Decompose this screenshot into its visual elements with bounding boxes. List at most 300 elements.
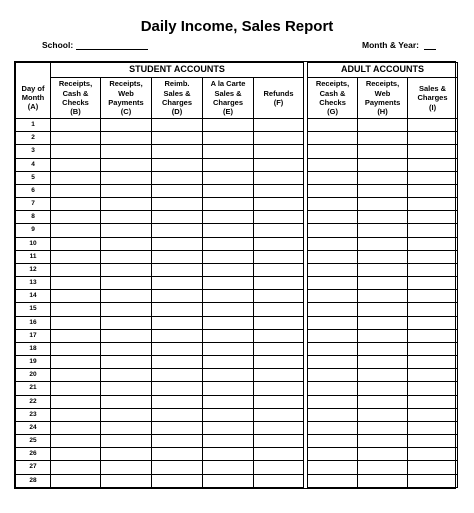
entry-cell[interactable] — [408, 369, 458, 382]
entry-cell[interactable] — [308, 250, 358, 263]
entry-cell[interactable] — [254, 408, 304, 421]
entry-cell[interactable] — [308, 448, 358, 461]
header-text-line: (I) — [428, 102, 437, 112]
entry-cell[interactable] — [254, 119, 304, 132]
entry-cell[interactable] — [308, 132, 358, 145]
entry-cell[interactable] — [51, 303, 101, 316]
day-number-cell: 25 — [16, 435, 51, 448]
entry-cell[interactable] — [152, 290, 203, 303]
day-number-cell: 9 — [16, 224, 51, 237]
entry-cell[interactable] — [254, 395, 304, 408]
table-row — [16, 263, 458, 276]
entry-cell[interactable] — [408, 356, 458, 369]
entry-cell[interactable] — [101, 132, 152, 145]
entry-cell[interactable] — [308, 408, 358, 421]
entry-cell[interactable] — [254, 356, 304, 369]
entry-cell[interactable] — [101, 250, 152, 263]
day-number-cell: 6 — [16, 184, 51, 197]
entry-cell[interactable] — [152, 316, 203, 329]
entry-cell[interactable] — [254, 171, 304, 184]
entry-cell[interactable] — [51, 408, 101, 421]
entry-cell[interactable] — [308, 435, 358, 448]
table-row — [16, 395, 458, 408]
entry-cell[interactable] — [308, 158, 358, 171]
table-row — [16, 132, 458, 145]
entry-cell[interactable] — [101, 369, 152, 382]
table-row — [16, 211, 458, 224]
entry-cell[interactable] — [408, 211, 458, 224]
entry-cell[interactable] — [101, 342, 152, 355]
entry-cell[interactable] — [408, 342, 458, 355]
entry-cell[interactable] — [51, 277, 101, 290]
entry-cell[interactable] — [358, 395, 408, 408]
entry-cell[interactable] — [308, 290, 358, 303]
entry-cell[interactable] — [308, 198, 358, 211]
entry-cell[interactable] — [203, 448, 254, 461]
entry-cell[interactable] — [408, 448, 458, 461]
entry-cell[interactable] — [408, 171, 458, 184]
day-number-cell: 14 — [16, 290, 51, 303]
entry-cell[interactable] — [51, 290, 101, 303]
entry-cell[interactable] — [152, 224, 203, 237]
corner-blank-cell — [16, 63, 51, 78]
entry-cell[interactable] — [51, 316, 101, 329]
entry-cell[interactable] — [203, 395, 254, 408]
entry-cell[interactable] — [101, 316, 152, 329]
entry-cell[interactable] — [308, 461, 358, 474]
entry-cell[interactable] — [358, 211, 408, 224]
entry-cell[interactable] — [203, 303, 254, 316]
entry-cell[interactable] — [408, 198, 458, 211]
entry-cell[interactable] — [358, 369, 408, 382]
entry-cell[interactable] — [308, 224, 358, 237]
header-text-line: Charges — [212, 98, 243, 107]
entry-cell[interactable] — [358, 448, 408, 461]
entry-cell[interactable] — [51, 474, 101, 487]
entry-cell[interactable] — [101, 461, 152, 474]
header-text-line: Checks — [319, 98, 346, 107]
entry-cell[interactable] — [51, 263, 101, 276]
header-text-line: (E) — [223, 107, 233, 117]
entry-cell[interactable] — [308, 277, 358, 290]
table-row — [16, 461, 458, 474]
entry-cell[interactable] — [203, 342, 254, 355]
header-text-line: Reimb. — [164, 79, 190, 89]
entry-cell[interactable] — [101, 448, 152, 461]
entry-cell[interactable] — [203, 356, 254, 369]
table-row — [16, 435, 458, 448]
entry-cell[interactable] — [408, 277, 458, 290]
entry-cell[interactable] — [308, 342, 358, 355]
entry-cell[interactable] — [101, 303, 152, 316]
day-number-cell: 11 — [16, 250, 51, 263]
entry-cell[interactable] — [254, 145, 304, 158]
entry-cell[interactable] — [408, 435, 458, 448]
entry-cell[interactable] — [308, 382, 358, 395]
entry-cell[interactable] — [254, 277, 304, 290]
entry-cell[interactable] — [254, 211, 304, 224]
entry-cell[interactable] — [254, 263, 304, 276]
day-number-cell: 2 — [16, 132, 51, 145]
entry-cell[interactable] — [101, 145, 152, 158]
day-of-month-header — [16, 78, 51, 119]
entry-cell[interactable] — [358, 435, 408, 448]
entry-cell[interactable] — [152, 448, 203, 461]
header-text-line: Cash & — [62, 88, 89, 98]
entry-cell[interactable] — [408, 145, 458, 158]
entry-cell[interactable] — [51, 329, 101, 342]
entry-cell[interactable] — [308, 474, 358, 487]
table-row — [16, 184, 458, 197]
header-text-line: Receipts, — [58, 79, 93, 89]
entry-cell[interactable] — [203, 435, 254, 448]
header-text-line: Payments — [108, 98, 144, 107]
entry-cell[interactable] — [308, 329, 358, 342]
table-row — [16, 237, 458, 250]
entry-cell[interactable] — [51, 395, 101, 408]
entry-cell[interactable] — [101, 435, 152, 448]
entry-cell[interactable] — [101, 158, 152, 171]
entry-cell[interactable] — [101, 421, 152, 434]
entry-cell[interactable] — [101, 290, 152, 303]
entry-cell[interactable] — [358, 382, 408, 395]
header-text-line: Web — [374, 88, 391, 98]
entry-cell[interactable] — [51, 250, 101, 263]
entry-cell[interactable] — [358, 421, 408, 434]
table-row — [16, 198, 458, 211]
entry-cell[interactable] — [358, 158, 408, 171]
entry-cell[interactable] — [358, 237, 408, 250]
entry-cell[interactable] — [408, 250, 458, 263]
header-text-line: Web — [118, 88, 134, 98]
entry-cell[interactable] — [408, 132, 458, 145]
entry-cell[interactable] — [358, 461, 408, 474]
entry-cell[interactable] — [308, 119, 358, 132]
entry-cell[interactable] — [254, 461, 304, 474]
entry-cell[interactable] — [408, 316, 458, 329]
entry-cell[interactable] — [308, 184, 358, 197]
day-number-cell: 15 — [16, 303, 51, 316]
entry-cell[interactable] — [51, 461, 101, 474]
entry-cell[interactable] — [408, 158, 458, 171]
entry-cell[interactable] — [101, 171, 152, 184]
entry-cell[interactable] — [408, 382, 458, 395]
entry-cell[interactable] — [203, 198, 254, 211]
entry-cell[interactable] — [51, 421, 101, 434]
entry-cell[interactable] — [51, 237, 101, 250]
entry-cell[interactable] — [254, 474, 304, 487]
entry-cell[interactable] — [254, 329, 304, 342]
entry-cell[interactable] — [308, 356, 358, 369]
entry-cell[interactable] — [408, 303, 458, 316]
header-text-line: Charges — [417, 93, 448, 103]
report-title: Daily Income, Sales Report — [140, 18, 334, 35]
entry-cell[interactable] — [203, 237, 254, 250]
entry-cell[interactable] — [308, 303, 358, 316]
table-row — [16, 356, 458, 369]
student-accounts-header: STUDENT ACCOUNTS — [51, 63, 304, 78]
table-row — [16, 224, 458, 237]
entry-cell[interactable] — [254, 198, 304, 211]
table-row — [16, 145, 458, 158]
day-number-cell: 8 — [16, 211, 51, 224]
entry-cell[interactable] — [358, 132, 408, 145]
header-text-line: Receipts, — [365, 79, 400, 89]
entry-cell[interactable] — [254, 435, 304, 448]
student-column-header — [152, 78, 203, 119]
entry-cell[interactable] — [308, 316, 358, 329]
entry-cell[interactable] — [254, 237, 304, 250]
student-column-header — [101, 78, 152, 119]
entry-cell[interactable] — [308, 211, 358, 224]
entry-cell[interactable] — [254, 250, 304, 263]
entry-cell[interactable] — [254, 369, 304, 382]
entry-cell[interactable] — [203, 461, 254, 474]
entry-cell[interactable] — [152, 250, 203, 263]
entry-cell[interactable] — [152, 395, 203, 408]
entry-cell[interactable] — [152, 408, 203, 421]
table-row — [16, 369, 458, 382]
entry-cell[interactable] — [51, 224, 101, 237]
day-number-cell: 24 — [16, 421, 51, 434]
entry-cell[interactable] — [152, 277, 203, 290]
table-row — [16, 250, 458, 263]
entry-cell[interactable] — [254, 448, 304, 461]
entry-cell[interactable] — [152, 303, 203, 316]
entry-cell[interactable] — [358, 408, 408, 421]
entry-cell[interactable] — [203, 158, 254, 171]
entry-cell[interactable] — [408, 329, 458, 342]
entry-cell[interactable] — [152, 132, 203, 145]
entry-cell[interactable] — [408, 119, 458, 132]
entry-cell[interactable] — [51, 171, 101, 184]
entry-cell[interactable] — [51, 342, 101, 355]
entry-cell[interactable] — [101, 329, 152, 342]
entry-cell[interactable] — [152, 145, 203, 158]
header-text-line: (H) — [377, 107, 388, 117]
entry-cell[interactable] — [358, 145, 408, 158]
entry-cell[interactable] — [203, 382, 254, 395]
entry-cell[interactable] — [358, 277, 408, 290]
entry-cell[interactable] — [152, 382, 203, 395]
header-text-line: Receipts, — [315, 79, 350, 89]
header-text-line: (A) — [27, 102, 39, 112]
day-number-cell: 19 — [16, 356, 51, 369]
entry-cell[interactable] — [308, 145, 358, 158]
entry-cell[interactable] — [101, 198, 152, 211]
header-text-line: Refunds — [263, 88, 294, 98]
entry-cell[interactable] — [51, 198, 101, 211]
table-row — [16, 342, 458, 355]
adult-column-header — [308, 78, 358, 119]
entry-cell[interactable] — [152, 329, 203, 342]
entry-cell[interactable] — [254, 342, 304, 355]
entry-cell[interactable] — [308, 369, 358, 382]
entry-cell[interactable] — [152, 211, 203, 224]
entry-cell[interactable] — [254, 132, 304, 145]
entry-cell[interactable] — [51, 382, 101, 395]
entry-cell[interactable] — [408, 290, 458, 303]
entry-cell[interactable] — [408, 395, 458, 408]
table-row — [16, 408, 458, 421]
entry-cell[interactable] — [358, 290, 408, 303]
entry-cell[interactable] — [358, 329, 408, 342]
entry-cell[interactable] — [203, 369, 254, 382]
entry-cell[interactable] — [51, 435, 101, 448]
entry-cell[interactable] — [51, 369, 101, 382]
adult-column-header — [358, 78, 408, 119]
entry-cell[interactable] — [101, 224, 152, 237]
entry-cell[interactable] — [203, 421, 254, 434]
entry-cell[interactable] — [254, 184, 304, 197]
header-text-line: (B) — [70, 107, 81, 117]
entry-cell[interactable] — [308, 237, 358, 250]
header-text-line: Charges — [161, 98, 192, 107]
entry-cell[interactable] — [358, 250, 408, 263]
entry-cell[interactable] — [101, 474, 152, 487]
entry-cell[interactable] — [152, 237, 203, 250]
entry-cell[interactable] — [101, 263, 152, 276]
entry-cell[interactable] — [101, 408, 152, 421]
entry-cell[interactable] — [152, 171, 203, 184]
entry-cell[interactable] — [101, 277, 152, 290]
entry-cell[interactable] — [203, 119, 254, 132]
entry-cell[interactable] — [152, 198, 203, 211]
entry-cell[interactable] — [308, 421, 358, 434]
entry-cell[interactable] — [51, 211, 101, 224]
entry-cell[interactable] — [308, 395, 358, 408]
entry-cell[interactable] — [254, 158, 304, 171]
day-number-cell: 5 — [16, 171, 51, 184]
entry-cell[interactable] — [203, 263, 254, 276]
entry-cell[interactable] — [152, 461, 203, 474]
entry-cell[interactable] — [408, 237, 458, 250]
entry-cell[interactable] — [254, 316, 304, 329]
entry-cell[interactable] — [152, 263, 203, 276]
entry-cell[interactable] — [358, 342, 408, 355]
entry-cell[interactable] — [358, 316, 408, 329]
header-text-line: Sales & — [163, 88, 191, 98]
student-column-header — [254, 78, 304, 119]
entry-cell[interactable] — [308, 171, 358, 184]
entry-cell[interactable] — [51, 158, 101, 171]
entry-cell[interactable] — [358, 303, 408, 316]
entry-cell[interactable] — [203, 329, 254, 342]
entry-cell[interactable] — [203, 277, 254, 290]
day-number-cell: 17 — [16, 329, 51, 342]
entry-cell[interactable] — [408, 224, 458, 237]
entry-cell[interactable] — [358, 263, 408, 276]
entry-cell[interactable] — [152, 184, 203, 197]
entry-cell[interactable] — [152, 119, 203, 132]
day-number-cell: 26 — [16, 448, 51, 461]
entry-cell[interactable] — [358, 171, 408, 184]
month-year-field-line[interactable] — [424, 49, 436, 50]
entry-cell[interactable] — [358, 474, 408, 487]
entry-cell[interactable] — [358, 224, 408, 237]
entry-cell[interactable] — [152, 342, 203, 355]
entry-cell[interactable] — [152, 474, 203, 487]
entry-cell[interactable] — [254, 421, 304, 434]
table-row — [16, 421, 458, 434]
entry-cell[interactable] — [203, 171, 254, 184]
entry-cell[interactable] — [101, 184, 152, 197]
adult-column-header — [408, 78, 458, 119]
entry-cell[interactable] — [203, 290, 254, 303]
entry-cell[interactable] — [408, 263, 458, 276]
entry-cell[interactable] — [203, 408, 254, 421]
entry-cell[interactable] — [51, 145, 101, 158]
entry-cell[interactable] — [254, 224, 304, 237]
entry-cell[interactable] — [203, 224, 254, 237]
header-text-line: (F) — [273, 98, 284, 107]
table-row — [16, 290, 458, 303]
entry-cell[interactable] — [101, 237, 152, 250]
entry-cell[interactable] — [101, 395, 152, 408]
entry-cell[interactable] — [408, 474, 458, 487]
day-number-cell: 21 — [16, 382, 51, 395]
header-text-line: Sales & — [214, 88, 242, 98]
entry-cell[interactable] — [254, 303, 304, 316]
entry-cell[interactable] — [254, 382, 304, 395]
entry-cell[interactable] — [101, 119, 152, 132]
school-field-line[interactable] — [76, 49, 148, 50]
day-number-cell: 4 — [16, 158, 51, 171]
entry-cell[interactable] — [152, 421, 203, 434]
entry-cell[interactable] — [308, 263, 358, 276]
table-row — [16, 158, 458, 171]
entry-cell[interactable] — [51, 448, 101, 461]
entry-cell[interactable] — [254, 290, 304, 303]
report-table — [15, 62, 458, 488]
entry-cell[interactable] — [358, 356, 408, 369]
entry-cell[interactable] — [51, 119, 101, 132]
entry-cell[interactable] — [203, 184, 254, 197]
entry-cell[interactable] — [358, 184, 408, 197]
entry-cell[interactable] — [101, 211, 152, 224]
entry-cell[interactable] — [152, 356, 203, 369]
entry-cell[interactable] — [51, 356, 101, 369]
table-row — [16, 329, 458, 342]
entry-cell[interactable] — [203, 145, 254, 158]
day-number-cell: 23 — [16, 408, 51, 421]
entry-cell[interactable] — [152, 369, 203, 382]
header-text-line: A la Carte — [210, 79, 246, 89]
entry-cell[interactable] — [101, 356, 152, 369]
entry-cell[interactable] — [51, 184, 101, 197]
table-row — [16, 303, 458, 316]
entry-cell[interactable] — [408, 421, 458, 434]
entry-cell[interactable] — [358, 119, 408, 132]
entry-cell[interactable] — [101, 382, 152, 395]
entry-cell[interactable] — [358, 198, 408, 211]
entry-cell[interactable] — [408, 184, 458, 197]
header-text-line: Day of — [21, 83, 45, 93]
entry-cell[interactable] — [408, 408, 458, 421]
entry-cell[interactable] — [408, 461, 458, 474]
entry-cell[interactable] — [203, 316, 254, 329]
entry-cell[interactable] — [152, 158, 203, 171]
table-row — [16, 277, 458, 290]
entry-cell[interactable] — [203, 474, 254, 487]
entry-cell[interactable] — [203, 250, 254, 263]
table-row — [16, 171, 458, 184]
entry-cell[interactable] — [203, 211, 254, 224]
entry-cell[interactable] — [152, 435, 203, 448]
entry-cell[interactable] — [51, 132, 101, 145]
day-number-cell: 7 — [16, 198, 51, 211]
entry-cell[interactable] — [203, 132, 254, 145]
